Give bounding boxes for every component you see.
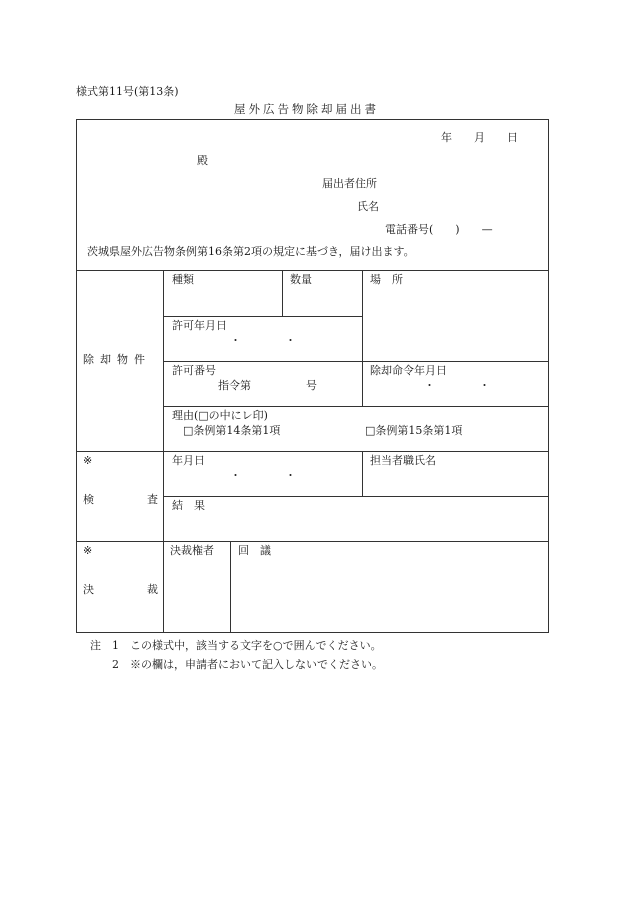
- inspection-mark: ※: [83, 454, 93, 467]
- inspection-date-value: ・ ・: [230, 469, 296, 482]
- quantity-label: 数量: [290, 273, 312, 286]
- note-1-text: この様式中，該当する文字を○で囲んでください。: [130, 639, 382, 652]
- note-2-number: 2: [112, 658, 119, 671]
- note-2-text: ※の欄は，申請者において記入しないでください。: [130, 658, 383, 671]
- divider-place-column: [362, 270, 363, 406]
- divider-inspection-date: [163, 496, 549, 497]
- applicant-address-label: 届出者住所: [322, 177, 377, 190]
- notes-label: 注: [90, 639, 101, 652]
- divider-authority-column: [230, 541, 231, 633]
- authority-label: 決裁権者: [170, 544, 214, 557]
- divider-officer-column: [362, 451, 363, 496]
- divider-kind-quantity: [282, 270, 283, 316]
- order-date-value: ・ ・: [424, 379, 490, 392]
- note-1-number: 1: [112, 639, 119, 652]
- kind-label: 種類: [172, 273, 194, 286]
- inspection-section-label: [83, 494, 161, 505]
- place-label: 場 所: [370, 273, 403, 286]
- applicant-name-label: 氏名: [357, 200, 379, 213]
- removal-section-label: 除却物件: [83, 353, 151, 366]
- permit-date-label: 許可年月日: [172, 319, 227, 332]
- circulation-label: 回 議: [238, 544, 271, 557]
- divider-kind-row: [163, 316, 362, 317]
- statement: 茨城県屋外広告物条例第16条第2項の規定に基づき，届け出ます。: [87, 245, 415, 258]
- reason-option-2: □条例第15条第1項: [365, 424, 463, 437]
- decision-mark: ※: [83, 544, 93, 557]
- permit-number-label: 許可番号: [172, 364, 216, 377]
- divider-label-column: [163, 270, 164, 633]
- form-number: 様式第11号(第13条): [76, 85, 179, 98]
- permit-number-value: 指令第 号: [218, 379, 317, 392]
- form-table: [76, 119, 549, 633]
- divider-header: [76, 270, 549, 271]
- divider-removal-end: [76, 451, 549, 452]
- reason-label: 理由(□の中にレ印): [172, 409, 268, 422]
- inspection-date-label: 年月日: [172, 454, 205, 467]
- result-label: 結 果: [172, 499, 205, 512]
- order-date-label: 除却命令年月日: [370, 364, 447, 377]
- permit-date-value: ・ ・: [230, 334, 296, 347]
- divider-inspection-end: [76, 541, 549, 542]
- form-title: 屋外広告物除却届出書: [234, 102, 379, 116]
- divider-permitno-row: [163, 406, 549, 407]
- officer-label: 担当者職氏名: [370, 454, 436, 467]
- divider-permit-row: [163, 361, 549, 362]
- inspection-section-text: 検 査: [83, 493, 158, 506]
- date-line: 年 月 日: [441, 131, 518, 144]
- phone-label: 電話番号( ) —: [385, 223, 493, 236]
- decision-section-label: [83, 584, 158, 595]
- addressee: 殿: [197, 154, 208, 167]
- decision-section-text: 決 裁: [83, 583, 158, 596]
- reason-option-1: □条例第14条第1項: [183, 424, 281, 437]
